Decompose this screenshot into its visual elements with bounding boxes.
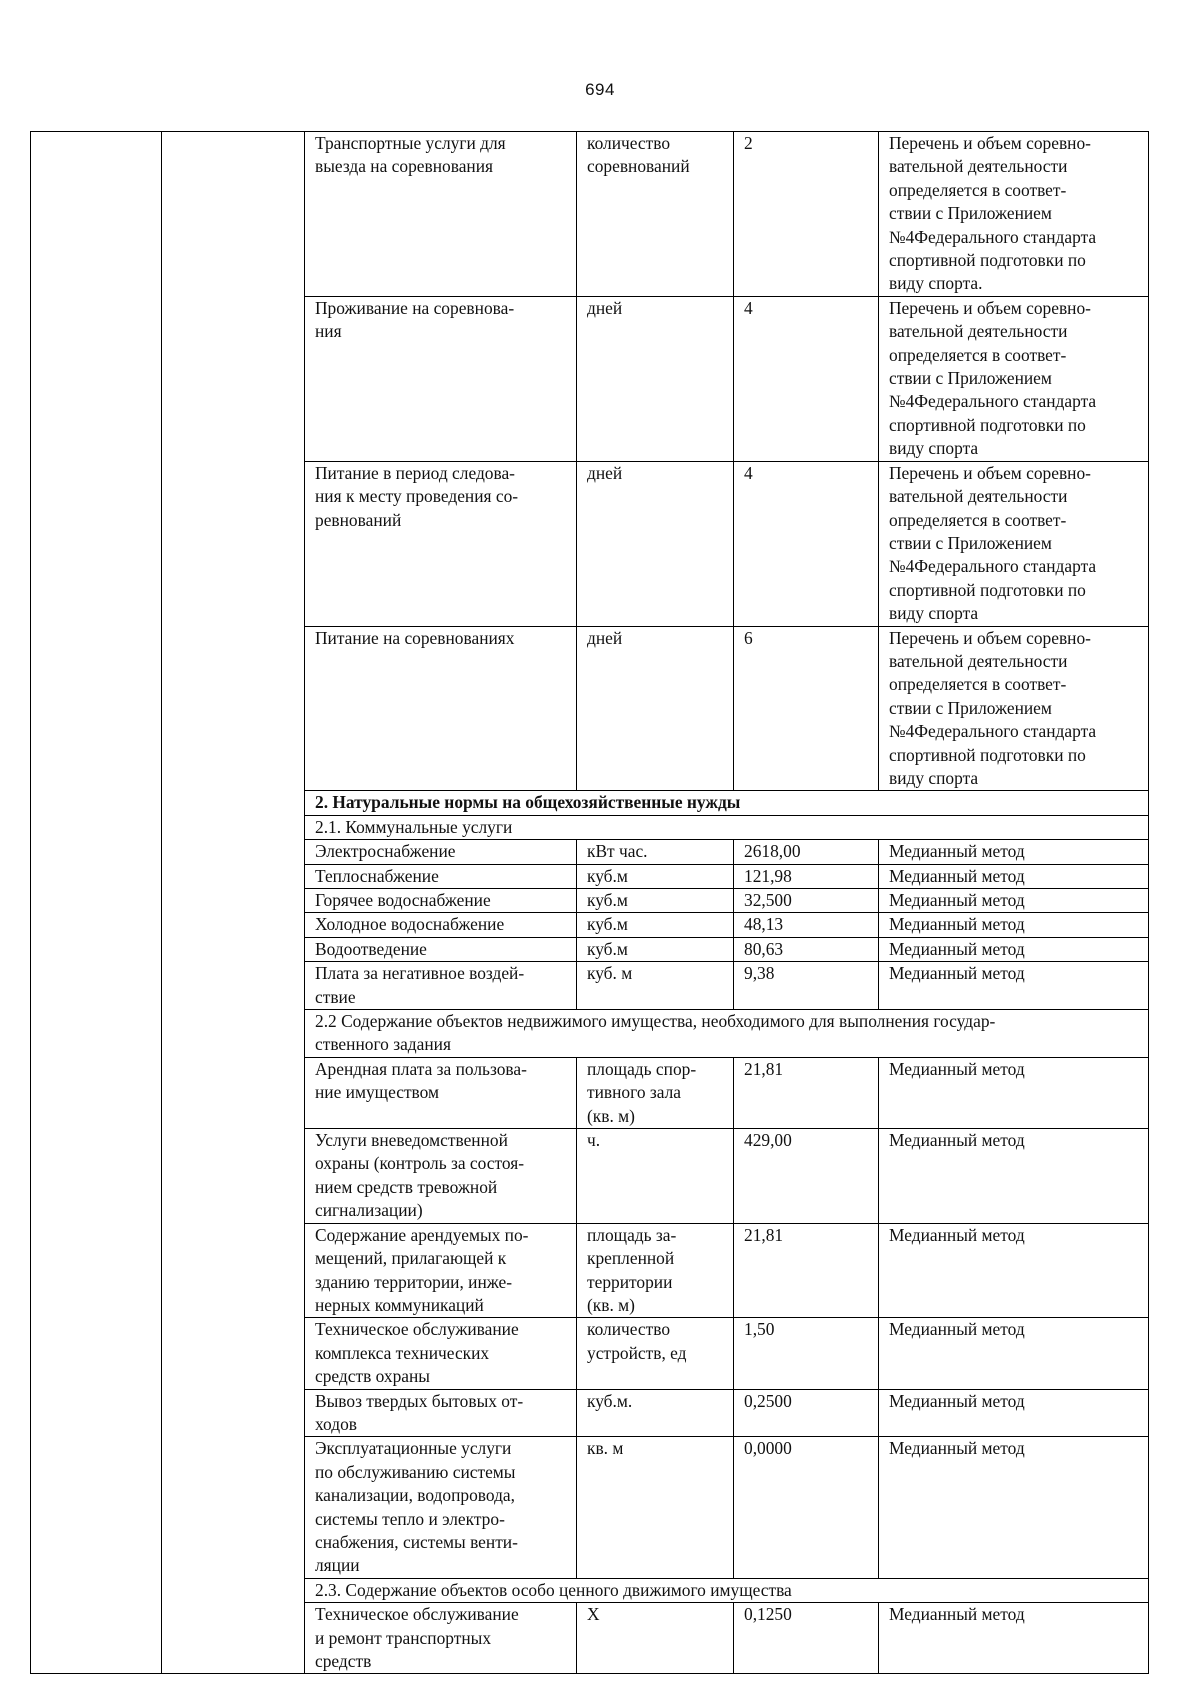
note-cell: Медианный метод xyxy=(879,889,1149,913)
unit-cell: дней xyxy=(577,626,734,791)
unit-cell: куб.м xyxy=(577,889,734,913)
item-name-cell: Эксплуатационные услуги по обслуживанию системы канализации, водопровода, системы тепло и электро- снабжения, системы венти- ляции xyxy=(305,1437,577,1578)
item-name-cell: Электроснабжение xyxy=(305,840,577,864)
section-2-1-title: 2.1. Коммунальные услуги xyxy=(305,815,1149,839)
note-cell: Медианный метод xyxy=(879,962,1149,1010)
note-cell: Медианный метод xyxy=(879,1057,1149,1128)
unit-cell: кв. м xyxy=(577,1437,734,1578)
unit-cell: ч. xyxy=(577,1129,734,1224)
value-cell: 0,0000 xyxy=(734,1437,879,1578)
value-cell: 1,50 xyxy=(734,1318,879,1389)
item-name-cell: Холодное водоснабжение xyxy=(305,913,577,937)
empty-column-1 xyxy=(31,132,162,1674)
value-cell: 429,00 xyxy=(734,1129,879,1224)
note-cell: Медианный метод xyxy=(879,937,1149,961)
page-number: 694 xyxy=(585,80,615,99)
note-cell: Перечень и объем соревно- вательной деятельности определяется в соответ- ствии с Приложением №4Федерального стандарта спортивной подготовки по виду спорта xyxy=(879,626,1149,791)
unit-cell: дней xyxy=(577,296,734,461)
value-cell: 21,81 xyxy=(734,1223,879,1318)
note-cell: Медианный метод xyxy=(879,1603,1149,1674)
value-cell: 6 xyxy=(734,626,879,791)
note-cell: Медианный метод xyxy=(879,1389,1149,1437)
item-name-cell: Вывоз твердых бытовых от- ходов xyxy=(305,1389,577,1437)
unit-cell: площадь за- крепленной территории (кв. м) xyxy=(577,1223,734,1318)
item-name-cell: Водоотведение xyxy=(305,937,577,961)
unit-cell: куб.м xyxy=(577,864,734,888)
value-cell: 4 xyxy=(734,296,879,461)
note-cell: Перечень и объем соревно- вательной деятельности определяется в соответ- ствии с Приложением №4Федерального стандарта спортивной подготовки по виду спорта xyxy=(879,296,1149,461)
value-cell: 2618,00 xyxy=(734,840,879,864)
note-cell: Медианный метод xyxy=(879,1223,1149,1318)
unit-cell: количество устройств, ед xyxy=(577,1318,734,1389)
unit-cell: площадь спор- тивного зала (кв. м) xyxy=(577,1057,734,1128)
note-cell: Медианный метод xyxy=(879,840,1149,864)
note-cell: Медианный метод xyxy=(879,1437,1149,1578)
unit-cell: куб.м xyxy=(577,913,734,937)
item-name-cell: Горячее водоснабжение xyxy=(305,889,577,913)
note-cell: Медианный метод xyxy=(879,1318,1149,1389)
note-cell: Медианный метод xyxy=(879,1129,1149,1224)
value-cell: 0,2500 xyxy=(734,1389,879,1437)
item-name-cell: Техническое обслуживание комплекса технических средств охраны xyxy=(305,1318,577,1389)
empty-column-2 xyxy=(162,132,305,1674)
table-row xyxy=(31,132,1149,297)
unit-cell: Х xyxy=(577,1603,734,1674)
unit-cell: куб.м. xyxy=(577,1389,734,1437)
value-cell: 0,1250 xyxy=(734,1603,879,1674)
note-cell: Перечень и объем соревно- вательной деятельности определяется в соответ- ствии с Приложением №4Федерального стандарта спортивной подготовки по виду спорта. xyxy=(879,132,1149,297)
item-name-cell: Плата за негативное воздей- ствие xyxy=(305,962,577,1010)
item-name-cell: Проживание на соревнова- ния xyxy=(305,296,577,461)
item-name-cell: Транспортные услуги для выезда на соревнования xyxy=(305,132,577,297)
value-cell: 21,81 xyxy=(734,1057,879,1128)
value-cell: 32,500 xyxy=(734,889,879,913)
norms-table xyxy=(30,131,1149,1674)
item-name-cell: Питание на соревнованиях xyxy=(305,626,577,791)
value-cell: 2 xyxy=(734,132,879,297)
item-name-cell: Техническое обслуживание и ремонт транспортных средств xyxy=(305,1603,577,1674)
unit-cell: куб. м xyxy=(577,962,734,1010)
note-cell: Перечень и объем соревно- вательной деятельности определяется в соответ- ствии с Приложением №4Федерального стандарта спортивной подготовки по виду спорта xyxy=(879,461,1149,626)
item-name-cell: Теплоснабжение xyxy=(305,864,577,888)
section-2-2-title: 2.2 Содержание объектов недвижимого имущества, необходимого для выполнения государ- ственного задания xyxy=(305,1010,1149,1058)
item-name-cell: Содержание арендуемых по- мещений, прилагающей к зданию территории, инже- нерных коммуникаций xyxy=(305,1223,577,1318)
section-2-title: 2. Натуральные нормы на общехозяйственные нужды xyxy=(305,791,1149,815)
item-name-cell: Питание в период следова- ния к месту проведения со- ревнований xyxy=(305,461,577,626)
value-cell: 80,63 xyxy=(734,937,879,961)
unit-cell: дней xyxy=(577,461,734,626)
item-name-cell: Арендная плата за пользова- ние имуществом xyxy=(305,1057,577,1128)
value-cell: 9,38 xyxy=(734,962,879,1010)
item-name-cell: Услуги вневедомственной охраны (контроль за состоя- нием средств тревожной сигнализации) xyxy=(305,1129,577,1224)
unit-cell: куб.м xyxy=(577,937,734,961)
note-cell: Медианный метод xyxy=(879,864,1149,888)
note-cell: Медианный метод xyxy=(879,913,1149,937)
value-cell: 121,98 xyxy=(734,864,879,888)
value-cell: 48,13 xyxy=(734,913,879,937)
unit-cell: кВт час. xyxy=(577,840,734,864)
value-cell: 4 xyxy=(734,461,879,626)
section-2-3-title: 2.3. Содержание объектов особо ценного движимого имущества xyxy=(305,1578,1149,1602)
unit-cell: количество соревнований xyxy=(577,132,734,297)
